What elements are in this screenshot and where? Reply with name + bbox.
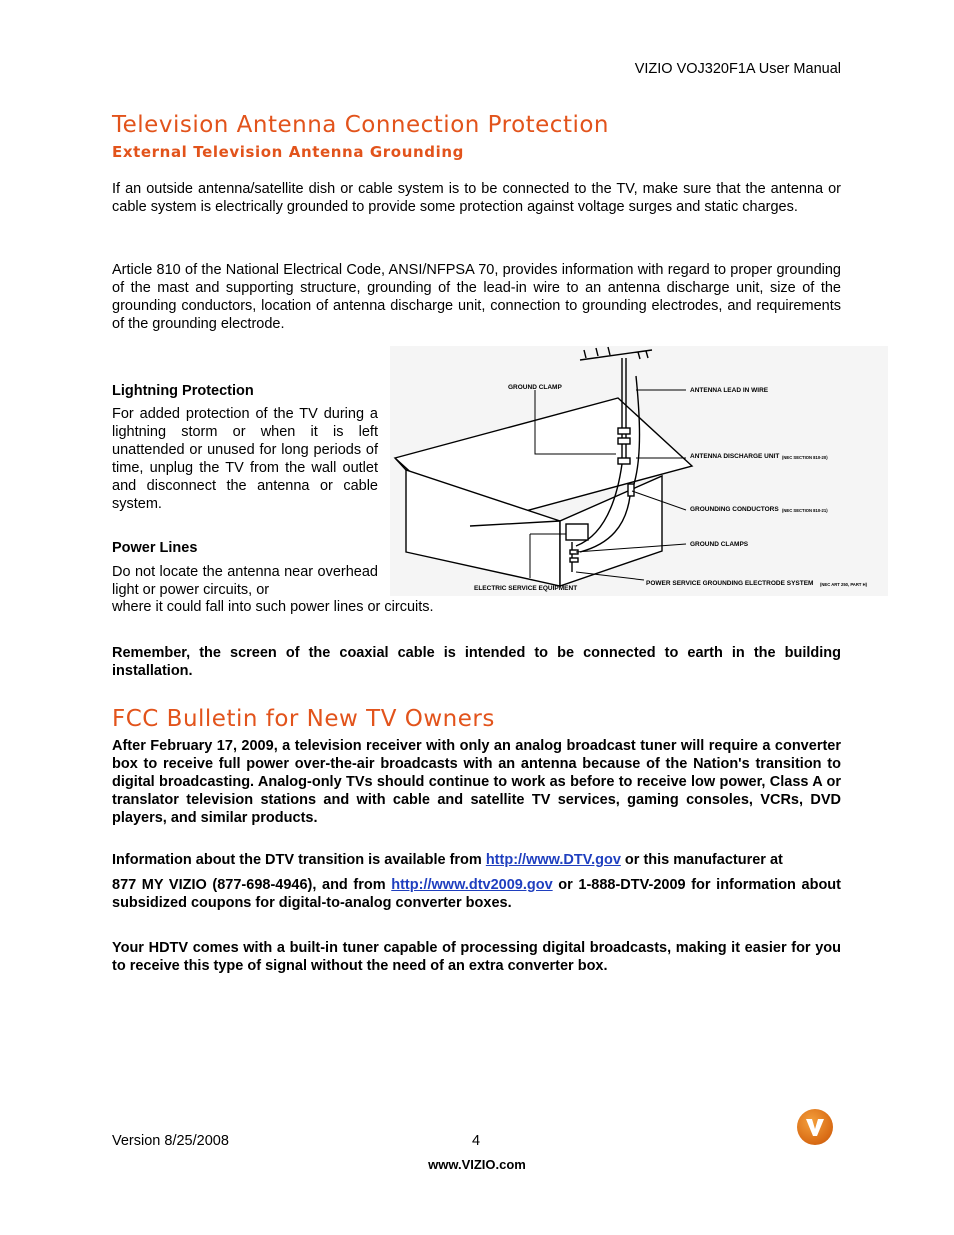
section-title: Television Antenna Connection Protection xyxy=(112,112,610,138)
label-grounding-conductors: GROUNDING CONDUCTORS xyxy=(690,506,779,513)
section-subtitle: External Television Antenna Grounding xyxy=(112,143,464,161)
label-discharge-unit: ANTENNA DISCHARGE UNIT xyxy=(690,453,780,460)
antenna-grounding-diagram xyxy=(390,346,888,596)
label-ground-clamps: GROUND CLAMPS xyxy=(690,541,749,548)
fcc-paragraph-2-line1 xyxy=(112,852,841,868)
power-lines-heading: Power Lines xyxy=(112,540,198,556)
vizio-v-logo-icon xyxy=(797,1109,833,1145)
page-number: 4 xyxy=(472,1133,481,1149)
fcc-title: FCC Bulletin for New TV Owners xyxy=(112,706,495,732)
label-antenna-lead: ANTENNA LEAD IN WIRE xyxy=(690,387,769,394)
power-lines-text: Do not locate the antenna near overhead light or power circuits, or xyxy=(112,564,378,598)
vizio-v-glyph xyxy=(797,1109,833,1145)
version-label: Version 8/25/2008 xyxy=(112,1133,229,1149)
dtv-info-text-2: or this manufacturer at xyxy=(620,852,783,868)
label-power-service: POWER SERVICE GROUNDING ELECTRODE SYSTEM xyxy=(646,580,814,587)
grounding-paragraph-1: If an outside antenna/satellite dish or cable system is to be connected to the TV, make sure that the antenna or cable system is electrically grounded to provide some protection against voltage surges and static charges. xyxy=(112,181,841,215)
fcc-paragraph-2-rest xyxy=(112,876,841,912)
electric-service-box xyxy=(566,524,588,540)
remember-note: Remember, the screen of the coaxial cable is intended to be connected to earth in the building installation. xyxy=(112,645,841,679)
dtv2009-gov-link[interactable]: http://www.dtv2009.gov xyxy=(391,877,553,893)
lightning-text: For added protection of the TV during a lightning storm or when it is left unattended or unused for long periods of time, unplug the TV from the wall outlet and disconnect the antenna or cable system. xyxy=(112,406,378,512)
label-power-ref: (NEC ART 250, PART H) xyxy=(820,582,867,587)
antenna-element xyxy=(580,350,652,360)
fcc-paragraph-1: After February 17, 2009, a television receiver with only an analog broadcast tuner will require a converter box to receive full power over-the-air broadcasts with an antenna because of the Nation's transition to digital broadcasting. Analog-only TVs should continue to work as before to receive low power, Class A or translator television stations and with cable and satellite TV services, gaming consoles, VCRs, DVD players, and similar products. xyxy=(112,738,841,826)
dtv-gov-link[interactable]: http://www.DTV.gov xyxy=(485,852,621,868)
footer-url: www.VIZIO.com xyxy=(428,1157,526,1172)
vizio-phone-text: 877 MY VIZIO (877-698-4946), and from xyxy=(112,877,392,893)
label-ground-clamp: GROUND CLAMP xyxy=(508,384,562,391)
dtv-info-text: Information about the DTV transition is available from xyxy=(112,852,486,868)
label-conductors-ref: (NEC SECTION 810-21) xyxy=(782,508,828,513)
fcc-paragraph-3: Your HDTV comes with a built-in tuner capable of processing digital broadcasts, making it easier for you to receive this type of signal without the need of an extra converter box. xyxy=(112,940,841,974)
coupon-info-text: or 1-888-DTV-2009 for information about subsidized coupons for digital-to-analog converter boxes. xyxy=(112,877,841,911)
manual-title: VIZIO VOJ320F1A User Manual xyxy=(634,61,841,77)
label-electric-service: ELECTRIC SERVICE EQUIPMENT xyxy=(474,585,578,592)
antenna-diagram-svg xyxy=(390,346,888,596)
power-lines-text-continued: where it could fall into such power lines or circuits. xyxy=(112,599,434,615)
label-discharge-ref: (NEC SECTION 810-20) xyxy=(782,455,828,460)
discharge-unit xyxy=(628,484,634,496)
lightning-heading: Lightning Protection xyxy=(112,383,254,399)
grounding-paragraph-2: Article 810 of the National Electrical Code, ANSI/NFPSA 70, provides information with regard to proper grounding of the mast and supporting structure, grounding of the lead-in wire to an antenna discharge unit, size of the grounding conductors, location of antenna discharge unit, connection to grounding electrodes, and requirements of the grounding electrode. xyxy=(112,262,841,332)
